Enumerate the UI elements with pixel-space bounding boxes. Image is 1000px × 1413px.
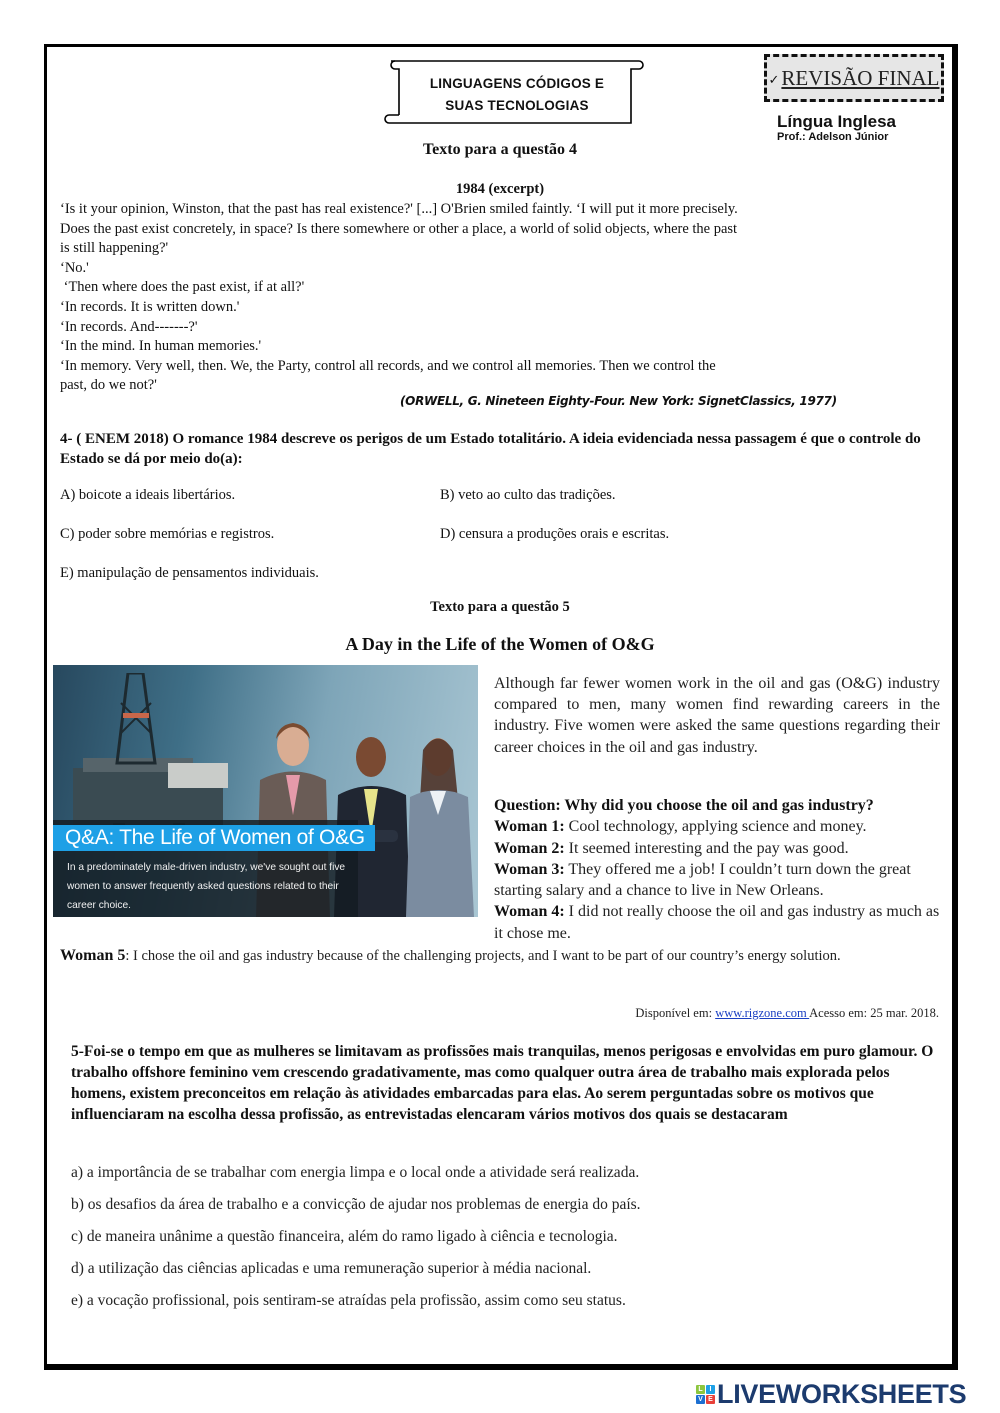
q5-option-d[interactable]: d) a utilização das ciências aplicadas e uma remuneração superior à média nacional. xyxy=(71,1260,592,1277)
logo-text: LIVEWORKSHEETS xyxy=(717,1379,967,1409)
women-og-photo xyxy=(53,665,478,917)
liveworksheets-logo[interactable] xyxy=(696,1379,966,1410)
excerpt-line: is still happening?' xyxy=(60,240,169,257)
q4-option-c[interactable]: C) poder sobre memórias e registros. xyxy=(60,526,275,542)
q4-option-b[interactable]: B) veto ao culto das tradições. xyxy=(440,487,616,503)
source-link[interactable]: www.rigzone.com xyxy=(715,1006,810,1020)
badge-label: REVISÃO FINAL xyxy=(781,65,940,90)
answer-text: It seemed interesting and the pay was good. xyxy=(564,839,849,857)
excerpt-line: ‘In records. And-------?' xyxy=(60,318,198,335)
excerpt-body xyxy=(60,200,860,396)
q4-option-a[interactable]: A) boicote a ideais libertários. xyxy=(60,487,236,503)
q5-stem: 5-Foi-se o tempo em que as mulheres se limitavam as profissões mais tranquilas, menos perigosas e envolvidas em puro glamour. O trabalho offshore feminino vem crescendo gradativamente, mas como qualquer outra área de trabalho mais explorada pelos homens, existem preconceitos em relação às atividades embarcadas para elas. Ao serem perguntadas sobre os motivos que influenciaram na escolha dessa profissão, as entrevistadas elencaram vários motivos dos quais se destacaram xyxy=(71,1043,934,1123)
q5-option-e[interactable]: e) a vocação profissional, pois sentiram-se atraídas pela profissão, assim como seu status. xyxy=(71,1292,626,1309)
revisao-final-badge xyxy=(764,54,944,102)
image-title: Q&A: The Life of Women of O&G xyxy=(65,826,365,849)
excerpt-line: ‘Then where does the past exist, if at all?' xyxy=(60,279,305,296)
answer-woman-1 xyxy=(494,816,940,837)
answer-woman-5 xyxy=(60,946,945,966)
answer-text: : I chose the oil and gas industry because of the challenging projects, and I want to be part of our country’s energy solution. xyxy=(125,948,841,964)
source-access-date: Acesso em: 25 mar. 2018. xyxy=(809,1006,939,1020)
q4-option-e[interactable]: E) manipulação de pensamentos individuais. xyxy=(60,565,319,581)
excerpt-line: Does the past exist concretely, in space? Is there somewhere or other a place, a world of solid objects, where the past xyxy=(60,220,738,237)
excerpt-title: 1984 (excerpt) xyxy=(455,181,545,197)
excerpt-citation: (ORWELL, G. Nineteen Eighty-Four. New York: SignetClassics, 1977) xyxy=(400,394,837,408)
excerpt-line: ‘In the mind. In human memories.' xyxy=(60,338,262,355)
excerpt-line: ‘No.' xyxy=(60,259,89,276)
q5-option-a[interactable]: a) a importância de se trabalhar com energia limpa e o local onde a atividade será realizada. xyxy=(71,1164,640,1181)
answer-text: They offered me a job! I couldn’t turn down the great starting salary and a chance to live in New Orleans. xyxy=(494,860,911,900)
article-intro: Although far fewer women work in the oil and gas (O&G) industry compared to men, many women find rewarding careers in the industry. Five women were asked the same questions regarding their career choices in the oil and gas industry. xyxy=(494,675,940,756)
logo-tile: E xyxy=(706,1395,715,1404)
banner-line-2: SUAS TECNOLOGIAS xyxy=(445,98,589,113)
oil-rig-icon xyxy=(73,673,253,843)
live-tiles-icon xyxy=(696,1385,715,1404)
article-title: A Day in the Life of the Women of O&G xyxy=(345,634,655,654)
q4-option-d[interactable]: D) censura a produções orais e escritas. xyxy=(440,526,670,542)
source-prefix: Disponível em: xyxy=(635,1006,716,1020)
teacher-name: Prof.: Adelson Júnior xyxy=(777,131,889,143)
excerpt-line: ‘In memory. Very well, then. We, the Party, control all records, and we control all memories. Then we control the xyxy=(60,357,716,374)
checkmark-icon: ✓ xyxy=(768,72,780,87)
logo-tile: I xyxy=(706,1385,715,1394)
q5-option-b[interactable]: b) os desafios da área de trabalho e a convicção de ajudar nos problemas de energia do país. xyxy=(71,1196,641,1213)
q5-text-heading: Texto para a questão 5 xyxy=(430,599,570,615)
speaker-label: Woman 1: xyxy=(494,818,565,836)
answer-woman-2 xyxy=(494,838,940,859)
banner-line-1: LINGUAGENS CÓDIGOS E xyxy=(429,76,605,91)
speaker-label: Woman 3: xyxy=(494,860,565,878)
speaker-label: Woman 4: xyxy=(494,903,565,921)
speaker-label: Woman 5 xyxy=(60,947,126,964)
interview-answers xyxy=(494,795,940,944)
source-citation xyxy=(635,1006,939,1021)
excerpt-line: past, do we not?' xyxy=(60,377,157,394)
subject-area-banner xyxy=(381,55,646,127)
answer-text: I did not really choose the oil and gas industry as much as it chose me. xyxy=(494,903,940,942)
subject-title: Língua Inglesa xyxy=(777,112,897,131)
image-caption: In a predominately male-driven industry, we've sought out five women to answer frequently asked questions related to their career choice. xyxy=(67,862,346,911)
excerpt-line: ‘Is it your opinion, Winston, that the past has real existence?' [...] O'Brien smiled faintly. ‘I will put it more precisely. xyxy=(60,201,738,217)
q4-text-heading: Texto para a questão 4 xyxy=(422,141,578,158)
logo-tile: L xyxy=(696,1385,705,1394)
answer-text: Cool technology, applying science and money. xyxy=(564,818,867,836)
answer-woman-4 xyxy=(494,901,940,944)
speaker-label: Woman 2: xyxy=(494,839,565,857)
interview-question: Question: Why did you choose the oil and gas industry? xyxy=(494,797,874,814)
answer-woman-3 xyxy=(494,859,940,902)
q4-stem: 4- ( ENEM 2018) O romance 1984 descreve os perigos de um Estado totalitário. A ideia evidenciada nessa passagem é que o controle do Estado se dá por meio do(a): xyxy=(60,431,921,467)
logo-tile: V xyxy=(696,1395,705,1404)
q5-option-c[interactable]: c) de maneira unânime a questão financeira, além do ramo ligado à ciência e tecnologia. xyxy=(71,1228,618,1245)
excerpt-line: ‘In records. It is written down.' xyxy=(60,298,240,315)
